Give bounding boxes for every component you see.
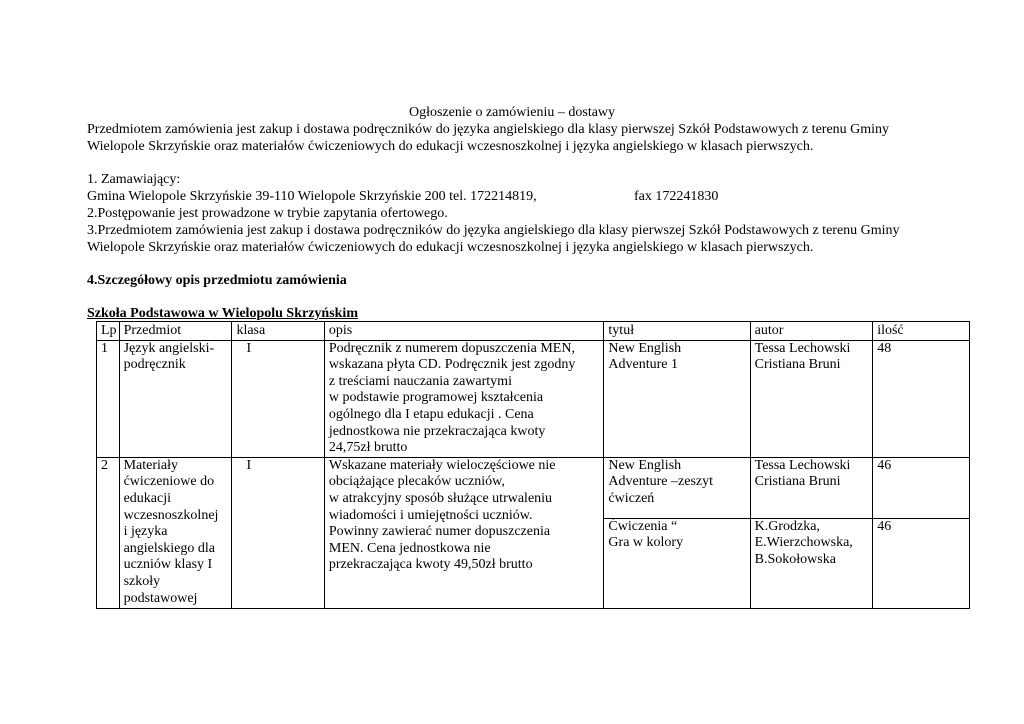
section-4-heading: 4.Szczegółowy opis przedmiotu zamówienia bbox=[87, 273, 347, 288]
row-2-opis: Wskazane materiały wieloczęściowe nie obciążające plecaków uczniów, w atrakcyjny sposób służące utrwaleniu wiadomości i umiejętności uczniów. Powinny zawierać numer dopuszczenia MEN. Cena jednostkowa nie przekraczająca kwoty 49,50zł brutto bbox=[324, 457, 604, 608]
row-1-ilosc: 48 bbox=[873, 340, 970, 457]
header-opis: opis bbox=[324, 322, 604, 341]
row-2-lp: 2 bbox=[97, 457, 120, 608]
row-2a-autor: Tessa Lechowski Cristiana Bruni bbox=[750, 457, 873, 518]
row-2b-autor: K.Grodzka, E.Wierzchowska, B.Sokołowska bbox=[750, 518, 873, 608]
table-row bbox=[97, 457, 970, 518]
table-header-row bbox=[97, 322, 970, 341]
row-1-lp: 1 bbox=[97, 340, 120, 457]
row-1-tytul: New English Adventure 1 bbox=[604, 340, 750, 457]
header-tytul: tytuł bbox=[604, 322, 750, 341]
row-2a-ilosc: 46 bbox=[873, 457, 970, 518]
document-title: Ogłoszenie o zamówieniu – dostawy bbox=[408, 105, 616, 120]
school-heading: Szkoła Podstawowa w Wielopolu Skrzyńskim bbox=[87, 306, 358, 321]
intro-line-1: Przedmiotem zamówienia jest zakup i dostawa podręczników do języka angielskiego dla klasy pierwszej Szkół Podstawowych z terenu Gminy bbox=[87, 122, 890, 137]
section-3-line-1: 3.Przedmiotem zamówienia jest zakup i dostawa podręczników do języka angielskiego dla klasy pierwszej Szkół Podstawowych z terenu Gminy bbox=[87, 223, 900, 238]
row-2-klasa: I bbox=[232, 457, 324, 608]
row-2a-tytul: New English Adventure –zeszyt ćwiczeń bbox=[604, 457, 750, 518]
row-1-klasa: I bbox=[232, 340, 324, 457]
intro-line-2: Wielopole Skrzyńskie oraz materiałów ćwiczeniowych do edukacji wczesnoszkolnej i języka angielskiego w klasach pierwszych. bbox=[87, 139, 814, 154]
header-klasa: klasa bbox=[232, 322, 324, 341]
row-2b-ilosc: 46 bbox=[873, 518, 970, 608]
section-3-line-2: Wielopole Skrzyńskie oraz materiałów ćwiczeniowych do edukacji wczesnoszkolnej i języka angielskiego w klasach pierwszych. bbox=[87, 240, 814, 255]
header-lp: Lp bbox=[97, 322, 120, 341]
order-table bbox=[96, 321, 970, 609]
header-autor: autor bbox=[750, 322, 873, 341]
section-2-text: 2.Postępowanie jest prowadzone w trybie zapytania ofertowego. bbox=[87, 206, 448, 221]
row-1-autor: Tessa Lechowski Cristiana Bruni bbox=[750, 340, 873, 457]
row-2-przedmiot: Materiały ćwiczeniowe do edukacji wczesnoszkolnej i języka angielskiego dla uczniów klasy I szkoły podstawowej bbox=[119, 457, 232, 608]
row-1-przedmiot: Język angielski- podręcznik bbox=[119, 340, 232, 457]
header-przedmiot: Przedmiot bbox=[119, 322, 232, 341]
section-1-fax: fax 172241830 bbox=[634, 189, 719, 204]
section-1-address: Gmina Wielopole Skrzyńskie 39-110 Wielopole Skrzyńskie 200 tel. 172214819, bbox=[87, 189, 537, 204]
row-2b-tytul: Ćwiczenia “ Gra w kolory bbox=[604, 518, 750, 608]
section-1-heading: 1. Zamawiający: bbox=[87, 172, 181, 187]
row-1-opis: Podręcznik z numerem dopuszczenia MEN, wskazana płyta CD. Podręcznik jest zgodny z treściami nauczania zawartymi w podstawie programowej kształcenia ogólnego dla I etapu edukacji . Cena jednostkowa nie przekraczająca kwoty 24,75zł brutto bbox=[324, 340, 604, 457]
table-row bbox=[97, 340, 970, 457]
header-ilosc: ilość bbox=[873, 322, 970, 341]
